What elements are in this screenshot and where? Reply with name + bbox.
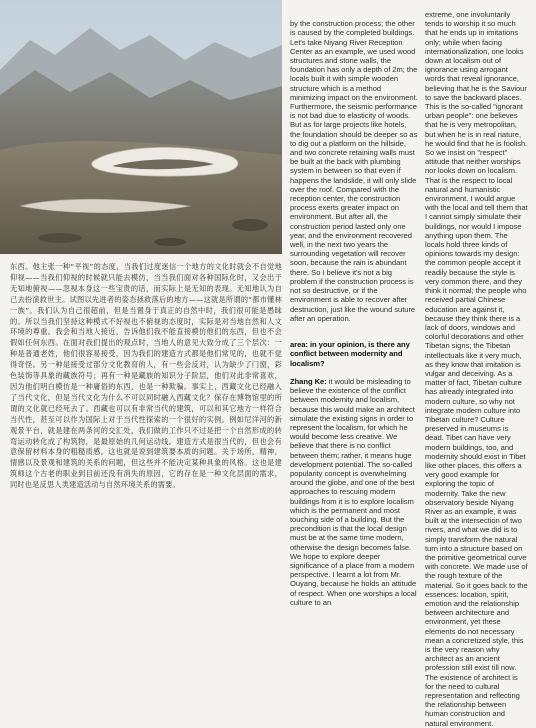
landscape-image <box>0 0 282 254</box>
interview-question: area: in your opinion, is there any conflict between modernity and localism? <box>290 340 410 368</box>
mid-column-text-part1: by the construction process; the other is caused by the completed buildings. Let's take Niyang River Reception Center as an example, we used wood structures and stone walls, the foundation has only a depth of 2m; the locals built it with simple wooden structure which is a method minimizing impact on the environment. Furthermore, the seismic performance is not bad due to elasticity of woods. But as for large projects like hotels, the foundation should be deeper so as to dig out a platform on the hillside, and two concrete retaining walls must be built at the back with plumbing system in between so that even if happens the landslide, it will only slide over the roof. Compared with the reception center, the construction process exerts greater impact on environment. But after all, the construction period lasted only one year, and the environment recovered well, in the next two years the surrounding vegetation will recover soon, because the rain is abundant there. So I believe it's not a big problem if the construction process is not so destructive, or if the environment is able to recover after destruction, just like the wound suture after an operation. <box>290 19 418 323</box>
middle-text-column <box>290 10 418 607</box>
chinese-text-column: 东西。他主张一种“平视”的态度，当我们过度迷信一个地方的文化时就会不自觉地仰视——当我们仰视的时候就只能去模仿，当当我们面对各种国际化时，又会出于无知地俯视——忽视本身这一些宝贵的话，而实际上是无知的表现。无知地认为自己去扮演救世主。试图以先进者的姿态拯救落后的地方——这就是所谓的“都市懂林一族”。我们认为自己很超前，但是当置身于真正的自然中时，我们很可能是愚昧的。所以当我们坚持这种模式不好视也不俯视的态度时，实际是对当地自然和人文环境的尊重。我会和当地人接近，告诉他们我不能直接模仿他们的东西，但也不会假如任何东西。在面对我们提出的观点时，当地人的意见大致分成了三个层次：一种是普通老姓，他们很容易接受，因为我们的建造方式都是他们常见的，也就不觉得奇怪。另一种是接受过部分文化教育的人，有一些会反对，认为缺少了门窗，彩色装饰等具象的藏族符号；再有一种是藏族的知识分子阶层，他们对此非常喜欢，因为他们明白模仿是一种庸俗的东西，也是一种欺骗。事实上，西藏文化已经融入了当代文化，但是当代文化为什么不可以同时融入西藏文化？保存在博物馆里的所谓的文化就已经死去了。西藏也可以有非常当代的建筑，可以和其它地方一样符合当代性，甚至可以作为国际上对于当代性探索的一个很好的实例。例如尼洋河的新观景平台，就是建在两条河的交汇处，我们做的工作只不过是把一个自然形成的转弯运动转化成了构筑物，是最原始的几何运动线。建造方式是很当代的，但也会有意保留材料本身的粗糙质感。这也就是说到建筑要本质的问题。关于场所，精神，情感以及景观和建筑的关系的问题，但这些并不能决定某种具象的风格。这也是建筑师这个古老的职业到目前还没有消失的原因，它的存在是一种文化层面的需求，同时也是反思人类建造活动与自然环境关系的需要。 <box>10 262 282 490</box>
mid-column-text-part2: it would be misleading to believe the existence of the conflict between modernity and localism, because this would make an architect simulate the existing signs in order to represent the localism, for which he would become less creative. We believe that there is no conflict between them; rather, it means huge development potential. The so-called popularity concept is overwhelming around the globe, and one of the best approaches to rescuing modern buildings from it is to explore localism which is the permanent and most touching side of a building. But the precondition is that the local design must be at the same time modern, otherwise the design becomes false. We hope to explore deeper significance of a place from a modern perspective. I learnt a lot from Mr. Ouyang, because he holds an attitude of respect. When one worships a local culture to an <box>290 376 417 607</box>
architecture-photo <box>0 0 282 254</box>
spacer <box>290 323 418 331</box>
answer-author: Zhang Ke: <box>290 376 327 386</box>
right-text-column: extreme, one involuntarily tends to worship it so much that he ends up in imitations only; while when facing internationalization, one looks down at localism out of ignorance using arrogant words that reveal ignorance, believing that he is the Saviour to save the backward places. This is the so-called "ignorant urban people": one believes that he is very metropolitan, but when he is in real nature, he would find that he is foolish. So we insist on "respect" attitude that neither worships nor looks down on localism. That is the respect to local natural and humanistic environment. I would argue with the local and tell them that I cannot simply simulate their buildings, nor would I impose anything upon them. The locals hold three kinds of opinions towards my design: the common people accept it readily because the style is very common there, and they think it normal; the people who received partial Chinese education are against it, because they think there is a lack of doors, windows and colorful decorations and other Tibetan signs; the Tibetan intellectuals like it very much, as they know that imitation is vulgar and deceiving. As a matter of fact, Tibetan culture has already integrated into modern culture, so why not integrate modern culture into Tibetan culture? Culture preserved in museums is dead. Tibet can have very modern buildings, too, and modernity should exist in Tibet like other places, this offers a very good example for exploring the topic of modernity. Take the new observatory beside Niyang River as an example, it was built at the intersection of two rivers, and what we did is to simply transform the natural turn into a structure based on the primitive geometrical curve with concrete. We made use of the rough texture of the material. So it goes back to the essences: location, spirit, emotion and the relationship between architecture and environment, yet these elements do not necessary mean a concretized style, this is the very reason why architect as an ancient profession still exist till now. The existence of architect is for the need to cultural representation and reflecting the relationship between human construction and natural environment. <box>425 10 528 728</box>
